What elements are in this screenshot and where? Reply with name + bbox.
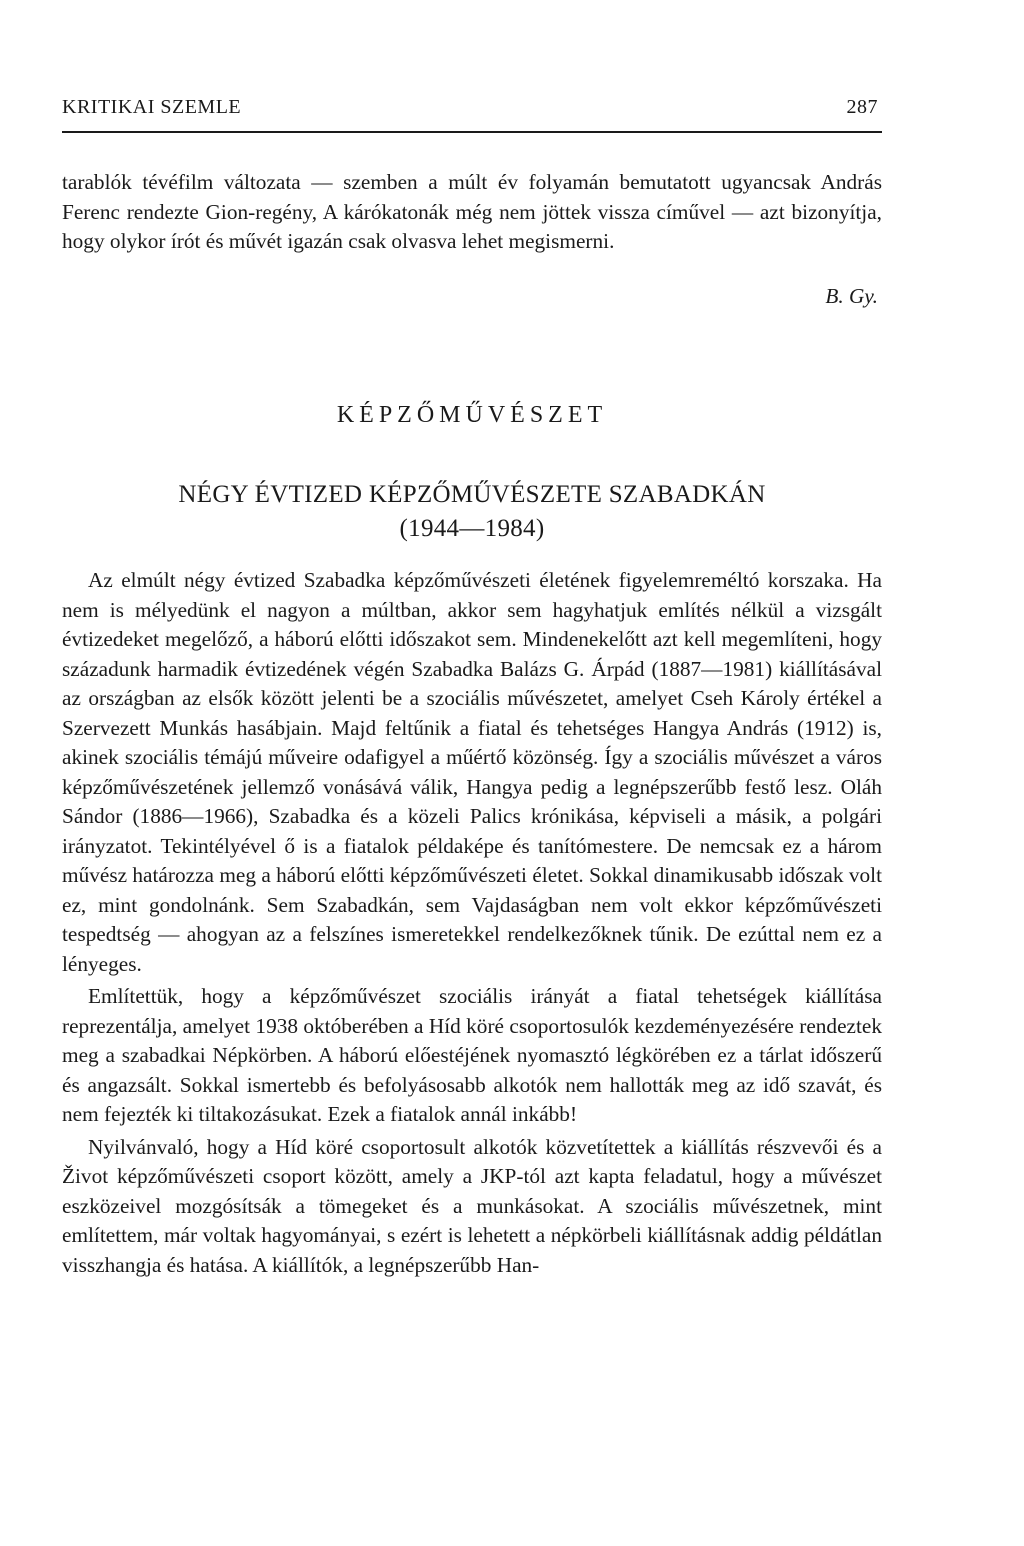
review-signature: B. Gy.	[825, 284, 878, 308]
journal-title: KRITIKAI SZEMLE	[62, 96, 242, 118]
article-body	[62, 566, 882, 1280]
page-number: 287	[846, 96, 878, 118]
article-subtitle: (1944—1984)	[399, 515, 545, 542]
review-ending-text: tarablók tévéfilm változata — szemben a múlt év folyamán bemutatott ugyancsak András Ferenc rendezte Gion-regény, A kárókatonák még nem jöttek vissza cíművel — azt bizonyítja, hogy olykor írót és művét igazán csak olvasva lehet megismerni.	[62, 170, 882, 253]
article-heading	[62, 478, 882, 546]
section-title: KÉPZŐMŰVÉSZET	[336, 402, 608, 428]
article-paragraph: Nyilvánvaló, hogy a Híd köré csoportosult alkotók közvetítettek a kiállítás részvevői és a Život képzőművészeti csoport között, amely a JKP-tól azt kapta feladatul, hogy a művészet eszközeivel mozgósítsák a tömegeket és a munkásokat. A szociális művészetnek, mint említettem, már voltak hagyományai, s ezért is lehetett a népkörbeli kiállításnak addig példátlan visszhangja és hatása. A kiállítók, a legnépszerűbb Han-	[62, 1134, 882, 1277]
article-paragraph: Említettük, hogy a képzőművészet szociális irányát a fiatal tehetségek kiállítása reprezentálja, amelyet 1938 októberében a Híd köré csoportosulók kezdeményezésére rendeztek meg a szabadkai Népkörben. A háború előestéjének nyomasztó légkörében ez a tárlat időszerű és angazsált. Sokkal ismertebb és befolyásosabb alkotók nem hallották meg az idő szavát, és nem fejezték ki tiltakozásukat. Ezek a fiatalok annál inkább!	[62, 984, 882, 1126]
review-ending	[62, 168, 882, 257]
running-head	[62, 96, 882, 126]
article-paragraph: Az elmúlt négy évtized Szabadka képzőművészeti életének figyelemreméltó korszaka. Ha nem is mélyedünk el nagyon a múltban, akkor sem hagyhatjuk említés nélkül a vizsgált évtizedeket megelőző, a háború előtti időszakot sem. Mindenekelőtt azt kell megemlíteni, hogy századunk harmadik évtizedének végén Szabadka Balázs G. Árpád (1887—1981) kiállításával az országban az elsők között jelenti be a szociális művészetet, amelyet Cseh Károly értékel a Szervezett Munkás hasábjain. Majd feltűnik a fiatal és tehetséges Hangya András (1912) is, akinek szociális témájú műveire odafigyel a műértő közönség. Így a szociális művészet a város képzőművészetének jellemző vonásává válik, Hangya pedig a legnépszerűbb festő lesz. Oláh Sándor (1886—1966), Szabadka és a közeli Palics krónikása, képviseli a másik, a polgári irányzatot. Tekintélyével ő is a fiatalok példaképe és tanítómestere. De nemcsak ez a három művész határozza meg a háború előtti képzőművészeti életet. Sokkal dinamikusabb időszak volt ez, mint gondolnánk. Sem Szabadkán, sem Vajdaságban nem volt ekkor képzőművészeti tespedtség — ahogyan az a felszínes ismeretekkel rendelkezőknek tűnik. De ezúttal nem ez a lényeges.	[62, 568, 882, 976]
article-title: NÉGY ÉVTIZED KÉPZŐMŰVÉSZETE SZABADKÁN	[178, 481, 766, 508]
header-divider	[62, 131, 882, 133]
